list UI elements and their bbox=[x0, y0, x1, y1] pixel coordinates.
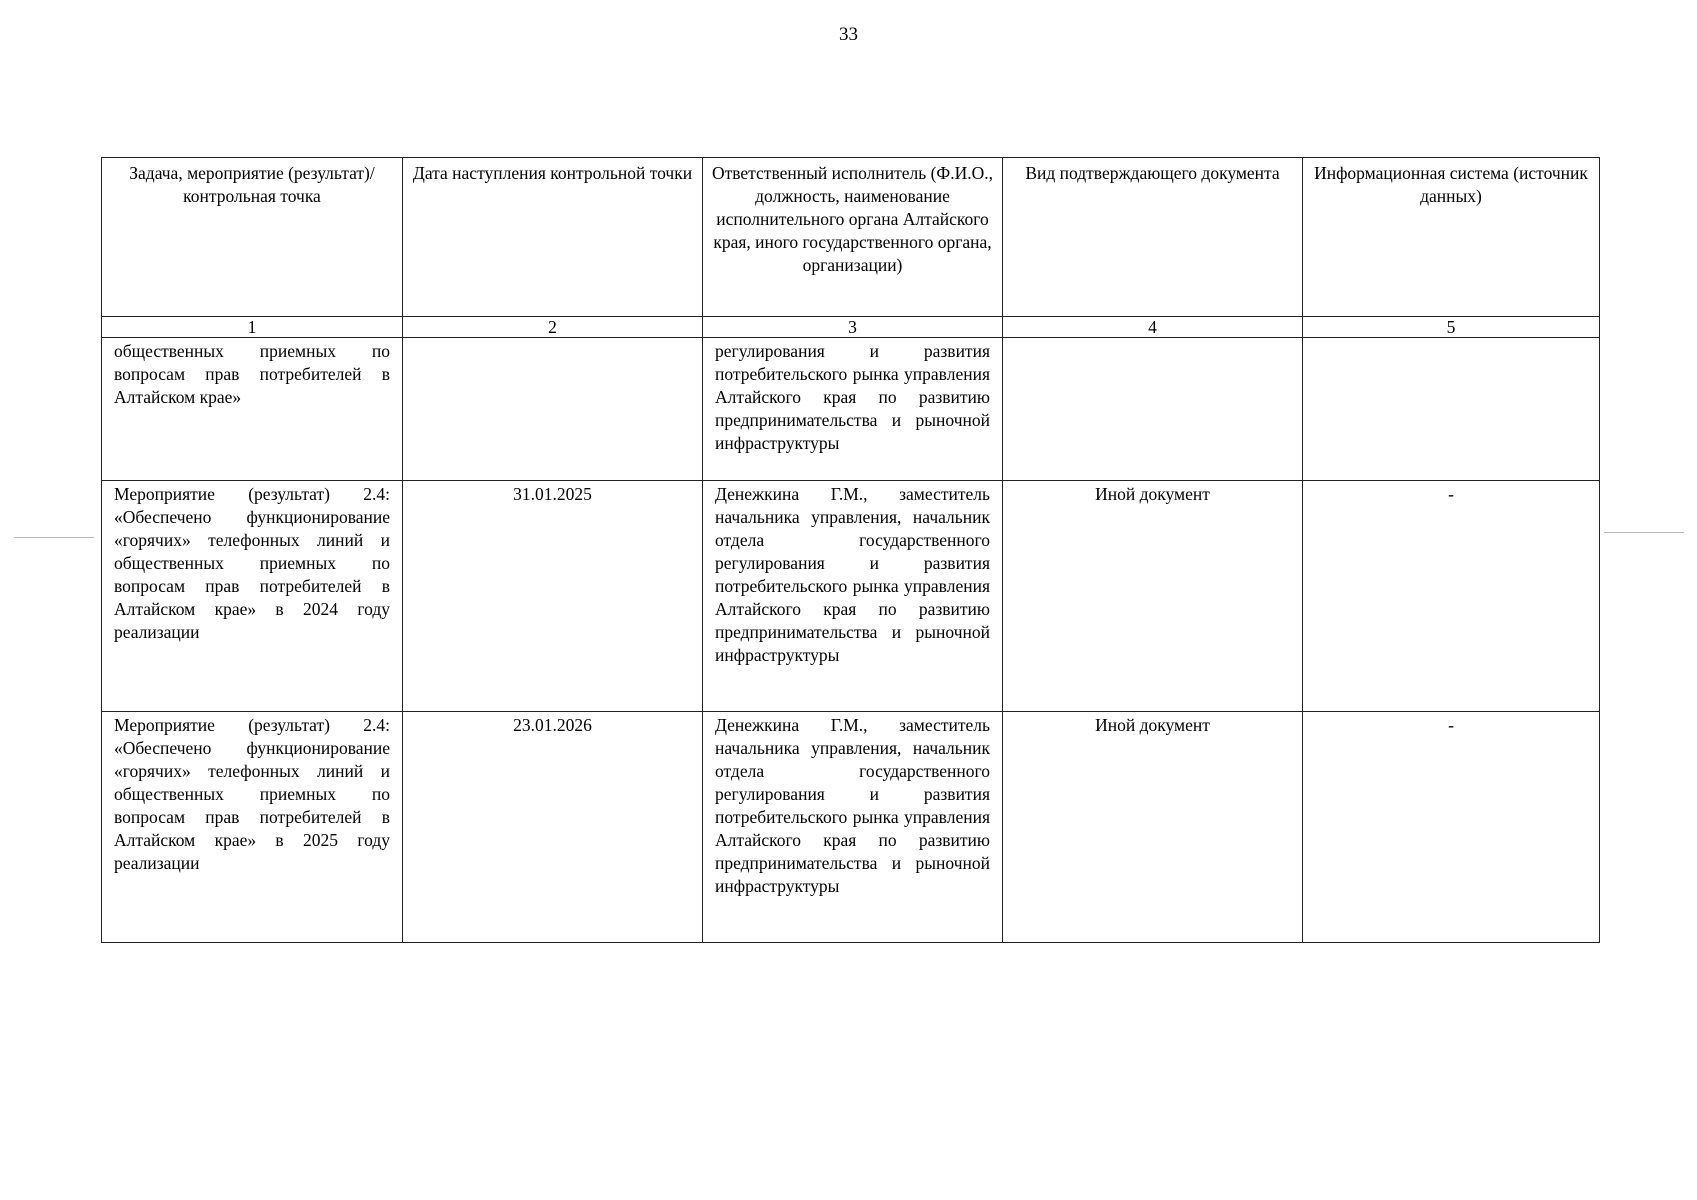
header-responsible: Ответственный исполнитель (Ф.И.О., должность, наименование исполнительного органа Алтайского края, иного государственного органа, организации) bbox=[703, 158, 1003, 317]
responsible-cell: регулирования и развития потребительского рынка управления Алтайского края по развитию предпринимательства и рыночной инфраструктуры bbox=[703, 338, 1003, 481]
info-system-cell: - bbox=[1303, 481, 1600, 712]
task-cell: Мероприятие (результат) 2.4: «Обеспечено функционирование «горячих» телефонных линий и общественных приемных по вопросам прав потребителей в Алтайском крае» в 2025 году реализации bbox=[102, 712, 403, 943]
date-cell: 23.01.2026 bbox=[403, 712, 703, 943]
column-number: 5 bbox=[1303, 317, 1600, 338]
responsible-cell: Денежкина Г.М., заместитель начальника управления, начальник отдела государственного регулирования и развития потребительского рынка управления Алтайского края по развитию предпринимательства и рыночной инфраструктуры bbox=[703, 712, 1003, 943]
column-number-row bbox=[102, 317, 1600, 338]
table-header-row bbox=[102, 158, 1600, 317]
scan-artifact-line-right bbox=[1604, 532, 1684, 533]
document-type-cell bbox=[1003, 338, 1303, 481]
task-cell: Мероприятие (результат) 2.4: «Обеспечено функционирование «горячих» телефонных линий и общественных приемных по вопросам прав потребителей в Алтайском крае» в 2024 году реализации bbox=[102, 481, 403, 712]
column-number: 3 bbox=[703, 317, 1003, 338]
header-task: Задача, мероприятие (результат)/ контрольная точка bbox=[102, 158, 403, 317]
header-document-type: Вид подтверждающего документа bbox=[1003, 158, 1303, 317]
task-cell: общественных приемных по вопросам прав потребителей в Алтайском крае» bbox=[102, 338, 403, 481]
column-number: 2 bbox=[403, 317, 703, 338]
column-number: 4 bbox=[1003, 317, 1303, 338]
date-cell: 31.01.2025 bbox=[403, 481, 703, 712]
header-info-system: Информационная система (источник данных) bbox=[1303, 158, 1600, 317]
responsible-cell: Денежкина Г.М., заместитель начальника управления, начальник отдела государственного регулирования и развития потребительского рынка управления Алтайского края по развитию предпринимательства и рыночной инфраструктуры bbox=[703, 481, 1003, 712]
info-system-cell bbox=[1303, 338, 1600, 481]
column-number: 1 bbox=[102, 317, 403, 338]
table-row bbox=[102, 712, 1600, 943]
info-system-cell: - bbox=[1303, 712, 1600, 943]
control-points-table bbox=[101, 157, 1600, 943]
table-row bbox=[102, 338, 1600, 481]
table-row bbox=[102, 481, 1600, 712]
date-cell bbox=[403, 338, 703, 481]
page-number: 33 bbox=[839, 24, 858, 45]
scan-artifact-line-left bbox=[14, 537, 94, 538]
document-type-cell: Иной документ bbox=[1003, 712, 1303, 943]
header-date: Дата наступления контрольной точки bbox=[403, 158, 703, 317]
document-type-cell: Иной документ bbox=[1003, 481, 1303, 712]
